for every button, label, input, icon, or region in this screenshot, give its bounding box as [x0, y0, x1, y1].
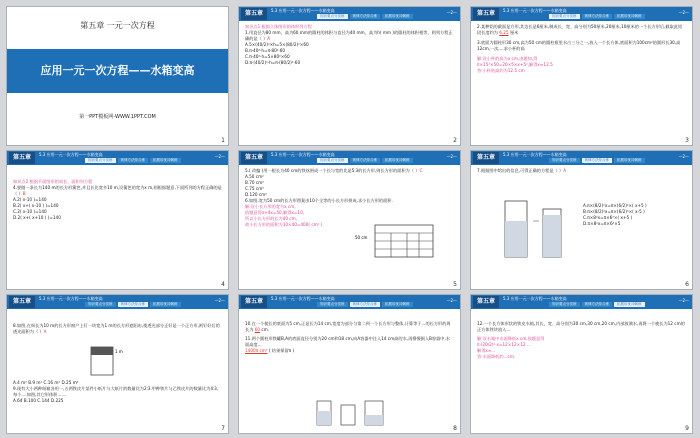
- solution-line: 答:水面降低约...cm.: [477, 354, 516, 359]
- slide-2-thumbnail[interactable]: [238, 6, 461, 146]
- option-b: B.70 cm²: [245, 180, 264, 185]
- header-page: —2—: [446, 298, 457, 303]
- header-page: —2—: [446, 10, 457, 15]
- question-8: 8.如图,在周长为10 m的长方形窗户上钉一块宽为1 m的长方形遮阳布,使透光部分正好是一个正方形,则钉好后的透光面积为（ ）A: [13, 323, 220, 334]
- slide-header: [239, 151, 460, 165]
- chapter-badge: 第五章: [473, 152, 499, 164]
- figure-label: 1 m: [115, 349, 123, 354]
- chapter-badge: 第五章: [9, 296, 35, 308]
- tab-knowledge[interactable]: 知识要点分类练: [549, 14, 580, 19]
- option-a: A.π×(8/2)²x=π×(6/2)²×( x+5 ): [583, 203, 647, 208]
- section-title: 5.3 应用一元一次方程——水箱变高: [39, 152, 103, 157]
- tab-method[interactable]: 规律方法综合练: [582, 302, 613, 307]
- solution-line: 所以小长方形的长为40 cm,: [245, 216, 298, 221]
- question-1: 1.用直径为80 mm，高为60 mm的圆柱的体积与直径为40 mm，高为h( mm )的圆柱的体积相等，则列方程正确的是（ ）A: [245, 30, 453, 41]
- options-row-2: A.64 B.100 C.144 D.225: [13, 398, 64, 403]
- slide-number: 2: [453, 137, 457, 144]
- chapter-badge: 第五章: [473, 296, 499, 308]
- slide-7-thumbnail[interactable]: [6, 294, 229, 434]
- header-page: —2—: [446, 154, 457, 159]
- tab-extension[interactable]: 拓展培优冲刺练: [382, 302, 413, 307]
- slide-5-thumbnail[interactable]: [238, 150, 461, 290]
- slide-number: 4: [221, 281, 225, 288]
- chapter-badge: 第五章: [9, 152, 35, 164]
- chapter-badge: 第五章: [473, 8, 499, 20]
- option-c: C.2( x-10 )=140: [13, 209, 47, 214]
- section-title: 5.3 应用一元一次方程——水箱变高: [271, 152, 335, 157]
- tab-knowledge[interactable]: 知识要点分类练: [85, 302, 116, 307]
- tab-extension[interactable]: 拓展培优冲刺练: [614, 14, 645, 19]
- lesson-title: 应用一元一次方程——水箱变高: [7, 49, 228, 93]
- question-11: 11.两个圆柱形铁罐B,A的底面直径分别为20 cm和18 cm,向A容器中注入14 cm高的水,再慢慢倒入B容器中,水面高度...: [245, 336, 450, 347]
- header-page: —2—: [214, 298, 225, 303]
- rectangles-figure: [369, 223, 439, 259]
- section-title: 5.3 应用一元一次方程——水箱变高: [271, 296, 335, 301]
- tab-knowledge[interactable]: 知识要点分类练: [549, 158, 580, 163]
- solution-line: 解:设水箱中水面降低x cm,依题意得: [477, 336, 545, 341]
- tab-knowledge[interactable]: 知识要点分类练: [317, 302, 348, 307]
- tab-method[interactable]: 规律方法综合练: [582, 158, 613, 163]
- knowledge-point: 知识点1 根据立体图形的体积列方程: [245, 24, 312, 29]
- section-title: 5.3 应用一元一次方程——水箱变高: [503, 296, 567, 301]
- header-page: —2—: [678, 298, 689, 303]
- chapter-badge: 第五章: [241, 152, 267, 164]
- solution-line: 解:设小杯的高为x cm,由题知,得: [477, 56, 538, 61]
- solution-line: 解得x≈...: [477, 348, 496, 353]
- solution-line: 答:小杯的高约为12.5 cm: [477, 68, 525, 73]
- option-b: B.π×(8/2)²x=π×(6/2)²×( x-5 ): [583, 209, 645, 214]
- slide-number: 5: [453, 281, 457, 288]
- solution-line: π·(20/2)²·x=12×12×12 ...: [477, 342, 531, 347]
- slide-4-thumbnail[interactable]: [6, 150, 229, 290]
- option-d: D.π·(40/2)²·h=π·(80/2)²·60: [245, 60, 301, 65]
- chapter-badge: 第五章: [241, 296, 267, 308]
- tab-extension[interactable]: 拓展培优冲刺练: [614, 158, 645, 163]
- slide-number: 9: [685, 425, 689, 432]
- section-title: 5.3 应用一元一次方程——水箱变高: [271, 8, 335, 13]
- tab-extension[interactable]: 拓展培优冲刺练: [382, 158, 413, 163]
- slide-header: [239, 7, 460, 21]
- question-3: 3.底面为圆柱形30 cm,高为50 cm的圆柱瓶里水占三分之一,放入一个长方体,底面积为100cm²的圆形长30,高12cm,一次,...求小杯的高: [477, 40, 681, 51]
- tab-knowledge[interactable]: 知识要点分类练: [85, 158, 116, 163]
- tab-method[interactable]: 规律方法综合练: [582, 14, 613, 19]
- cylinders-figure: [499, 191, 579, 261]
- slide-header: [471, 295, 692, 309]
- option-b: B.2( x+( x-10 ) )=140: [13, 203, 59, 208]
- slide-1-thumbnail[interactable]: [6, 6, 229, 146]
- header-page: —2—: [678, 10, 689, 15]
- knowledge-point: 知识点2 根据平面图形的周长、面积列方程: [13, 179, 93, 184]
- header-page: —2—: [214, 154, 225, 159]
- answer-11: 1400π cm³ ( 结果保留π ): [245, 348, 295, 353]
- option-c: C.75 cm²: [245, 186, 264, 191]
- question-9: 9.现有大小两种纸箱各用一,五两铁皮片某件小纸片与大纸片的数量比为2∶3.甲种铁片与乙铁皮片的数量比为4∶3,每个....如图,其它形体积.......: [13, 386, 219, 397]
- template-site: 第一PPT模板网-WWW.1PPT.COM: [79, 114, 156, 120]
- option-d: D.π×8²x=π×6²×5: [583, 221, 621, 226]
- option-a: A.50 cm²: [245, 174, 264, 179]
- slide-number: 3: [685, 137, 689, 144]
- question-5: 5.( 改编 )用一根长为40 cm的铁丝围成一个长与宽的比是5∶3的长方形,则长方形的面积为（ ）C: [245, 168, 423, 173]
- tab-knowledge[interactable]: 知识要点分类练: [317, 158, 348, 163]
- question-7: 7.根据图中给出的信息,可得正确的方程是（ ）A: [477, 168, 567, 173]
- tab-method[interactable]: 规律方法综合练: [118, 302, 149, 307]
- section-title: 5.3 应用一元一次方程——水箱变高: [503, 152, 567, 157]
- slide-header: [239, 295, 460, 309]
- slide-number: 1: [221, 137, 225, 144]
- question-2: 2.某种铝的截面是方形,其边长是6厘米,制成长、宽、高分别为50厘米,20厘米,10厘米的一个长方形后,截取此铝段长度约为 6.25 厘米: [477, 24, 683, 35]
- slide-header: [471, 7, 692, 21]
- section-title: 5.3 应用一元一次方程——水箱变高: [39, 296, 103, 301]
- question-12: 12.一个长方体形状的铁皮水箱,其长、宽、高分别为30 cm,30 cm,20 cm,内部放满水,再将一个棱长为12 cm的正方体铁块放入...: [477, 321, 685, 332]
- slide-number: 8: [453, 425, 457, 432]
- slide-6-thumbnail[interactable]: [470, 150, 693, 290]
- option-a: A.5×(40/2)²×h=5×(80/2)²×60: [245, 42, 309, 47]
- question-6: 6.如图,宽为50 cm的长方形图案由10个全等的小长方形拼成,求小长方形的面积.: [245, 198, 393, 203]
- option-d: D.120 cm²: [245, 192, 267, 197]
- tab-extension[interactable]: 拓展培优冲刺练: [614, 302, 645, 307]
- tab-knowledge[interactable]: 知识要点分类练: [549, 302, 580, 307]
- solution-line: 解:设小长方形的宽为x cm,: [245, 204, 296, 209]
- chapter-heading: 第五章 一元一次方程: [7, 7, 228, 49]
- slide-number: 7: [221, 425, 225, 432]
- slide-number: 6: [685, 281, 689, 288]
- tab-extension[interactable]: 拓展培优冲刺练: [382, 14, 413, 19]
- slide-header: [7, 295, 228, 309]
- figure-label: 50 cm: [355, 235, 368, 240]
- solution-line: 依题意得x+4x=50,解得x=10,: [245, 210, 305, 215]
- tab-extension[interactable]: 拓展培优冲刺练: [150, 158, 181, 163]
- containers-figure: [311, 395, 391, 429]
- option-c: C.π·40²·h=5×80²×60: [245, 54, 290, 59]
- slide-header: [7, 151, 228, 165]
- slide-8-thumbnail[interactable]: [238, 294, 461, 434]
- tab-method[interactable]: 规律方法综合练: [350, 158, 381, 163]
- option-a: A.2( x-10 )=140: [13, 197, 47, 202]
- option-d: D.2( x+( x+10 ) )=140: [13, 215, 61, 220]
- solution-line: π×15²×50=20×5×x+5²,解得x≈12.5: [477, 62, 553, 67]
- tab-method[interactable]: 规律方法综合练: [350, 302, 381, 307]
- slide-9-thumbnail[interactable]: [470, 294, 693, 434]
- tab-extension[interactable]: 拓展培优冲刺练: [150, 302, 181, 307]
- section-title: 5.3 应用一元一次方程——水箱变高: [503, 8, 567, 13]
- tab-method[interactable]: 规律方法综合练: [350, 14, 381, 19]
- question-10: 10.在一个棱长的底面为5 cm,正是长为14 cm,宽度为部分与第二到一个长方形与整体,计算等于...的长方形的周长为 60 cm.: [245, 321, 451, 332]
- slide-header: [471, 151, 692, 165]
- question-4: 4.要做一条长为140 m的长方形篱笆,并且长比宽多10 m,设篱笆的宽为x m,则根据题意,下面所列的方程正确的是（ ）B: [13, 185, 222, 196]
- option-b: B.π·40²·h=π·80²·60: [245, 48, 286, 53]
- chapter-badge: 第五章: [241, 8, 267, 20]
- tab-knowledge[interactable]: 知识要点分类练: [317, 14, 348, 19]
- slide-3-thumbnail[interactable]: [470, 6, 693, 146]
- solution-line: 故小长方形的面积为10×40=400( cm² ).: [245, 222, 324, 227]
- options-row: A.4 m² B.9 m² C.16 m² D.25 m²: [13, 380, 79, 385]
- option-c: C.π×8²x=π×6²×( x+5 ): [583, 215, 633, 220]
- tab-method[interactable]: 规律方法综合练: [118, 158, 149, 163]
- header-page: —2—: [678, 154, 689, 159]
